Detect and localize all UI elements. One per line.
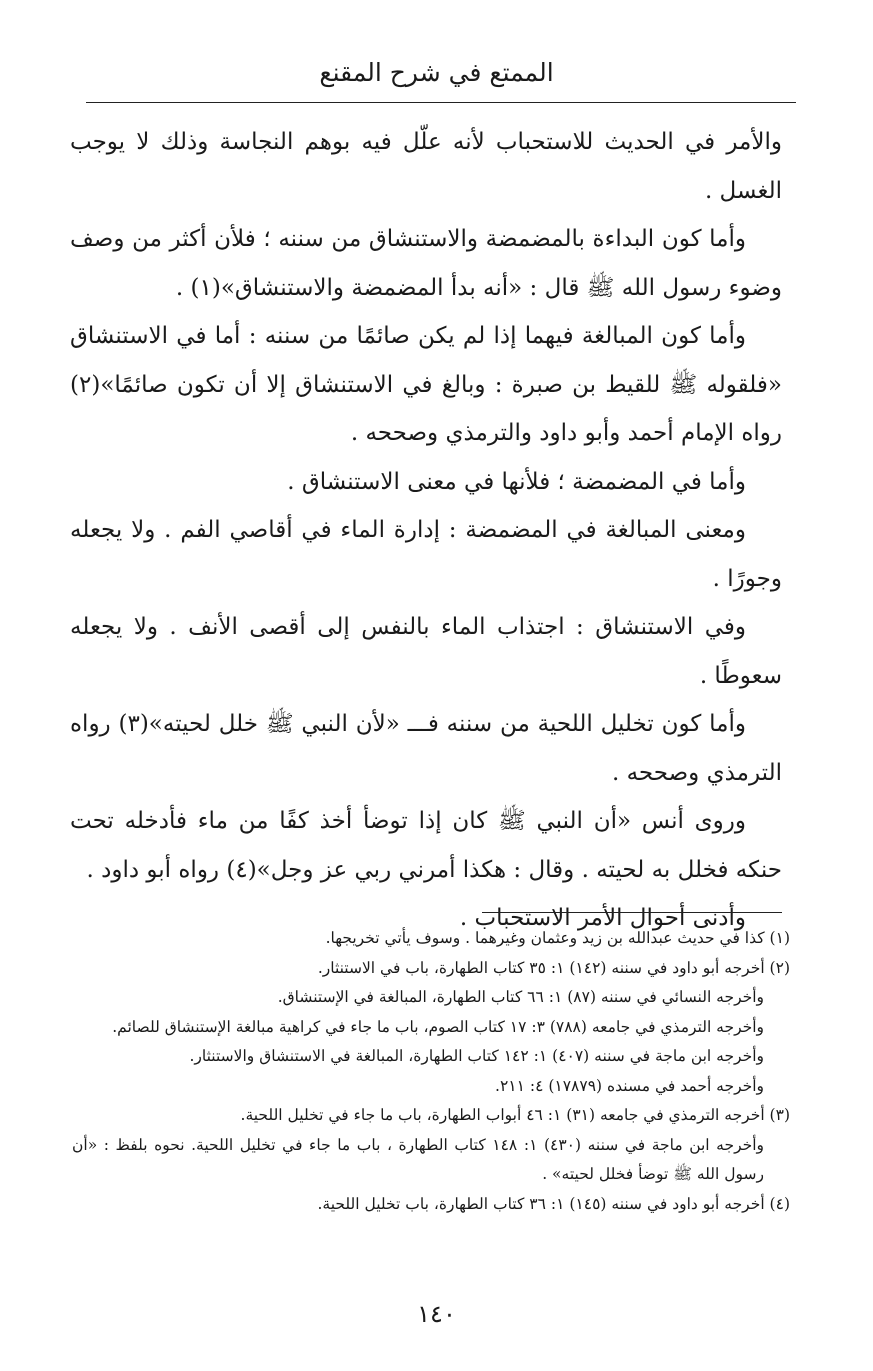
footnote-rule [482, 912, 782, 913]
paragraph: وأما كون المبالغة فيهما إذا لم يكن صائمًا من سننه : أما في الاستنشاق «فلقوله ﷺ للقيط بن صبرة : وبالغ في الاستنشاق إلا أن تكون صائمًا»(٢) رواه الإمام أحمد وأبو داود والترمذي وصححه . [70, 323, 782, 446]
paragraph: وأما كون البداءة بالمضمضة والاستنشاق من سننه ؛ فلأن أكثر من وصف وضوء رسول الله ﷺ قال : «أنه بدأ المضمضة والاستنشاق»(١) . [70, 226, 782, 301]
header-rule [86, 102, 796, 103]
footnote-continuation: وأخرجه ابن ماجة في سننه (٤٣٠) ١: ١٤٨ كتاب الطهارة ، باب ما جاء في تخليل اللحية. نحوه بلفظ : «أن رسول الله ﷺ توضأ فخلل لحيته» . [72, 1135, 764, 1183]
footnote: (٣) أخرجه الترمذي في جامعه (٣١) ١: ٤٦ أبواب الطهارة، باب ما جاء في تخليل اللحية. [240, 1106, 790, 1124]
paragraph: والأمر في الحديث للاستحباب لأنه علّل فيه بوهم النجاسة وذلك لا يوجب الغسل . [70, 129, 782, 204]
page-number: ١٤٠ [417, 1300, 456, 1328]
footnotes [72, 924, 790, 1219]
footnote-continuation: وأخرجه النسائي في سننه (٨٧) ١: ٦٦ كتاب الطهارة، المبالغة في الإستنشاق. [277, 988, 764, 1006]
paragraph: وأما في المضمضة ؛ فلأنها في معنى الاستنشاق . [287, 468, 746, 495]
main-text [70, 118, 782, 943]
footnote-continuation: وأخرجه أحمد في مسنده (١٧٨٧٩) ٤: ٢١١. [495, 1076, 764, 1095]
paragraph: وأدنى أحوال الأمر الاستحباب . [459, 905, 746, 931]
footnote-continuation: وأخرجه ابن ماجة في سننه (٤٠٧) ١: ١٤٢ كتاب الطهارة، المبالغة في الاستنشاق والاستنثار. [189, 1047, 764, 1065]
paragraph: وفي الاستنشاق : اجتذاب الماء بالنفس إلى أقصى الأنف . ولا يجعله سعوطًا . [70, 614, 782, 689]
running-head-title: الممتع في شرح المقنع [319, 58, 554, 87]
paragraph: وأما كون تخليل اللحية من سننه فـــ «لأن النبي ﷺ خلل لحيته»(٣) رواه الترمذي وصححه . [70, 711, 782, 786]
footnote: (١) كذا في حديث عبدالله بن زيد وعثمان وغيرهما . وسوف يأتي تخريجها. [325, 929, 790, 947]
footnote: (٤) أخرجه أبو داود في سننه (١٤٥) ١: ٣٦ كتاب الطهارة، باب تخليل اللحية. [317, 1194, 790, 1213]
paragraph: ومعنى المبالغة في المضمضة : إدارة الماء في أقاصي الفم . ولا يجعله وجورًا . [70, 517, 782, 592]
footnote-continuation: وأخرجه الترمذي في جامعه (٧٨٨) ٣: ١٧ كتاب الصوم، باب ما جاء في كراهية مبالغة الإستنشاق للصائم. [112, 1017, 764, 1036]
paragraph: وروى أنس «أن النبي ﷺ كان إذا توضأ أخذ كفًا من ماء فأدخله تحت حنكه فخلل به لحيته . وقال : هكذا أمرني ربي عز وجل»(٤) رواه أبو داود . [70, 808, 782, 883]
footnote: (٢) أخرجه أبو داود في سننه (١٤٢) ١: ٣٥ كتاب الطهارة، باب في الاستنثار. [317, 958, 790, 977]
